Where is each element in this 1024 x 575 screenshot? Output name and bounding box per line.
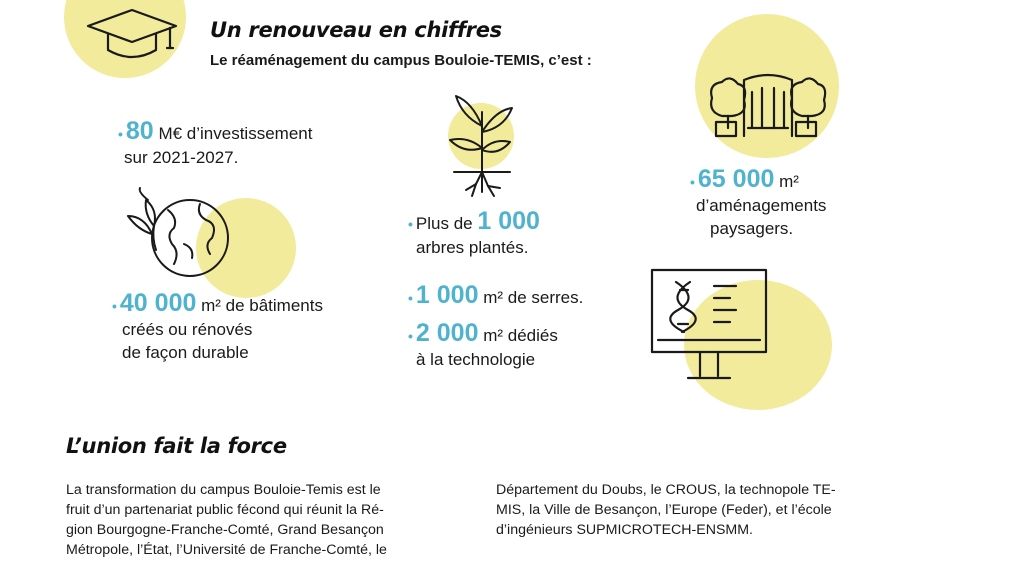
stat-investment xyxy=(118,117,313,169)
stat-value: 65 000 xyxy=(697,165,775,193)
page-subtitle: Le réaménagement du campus Bouloie-TEMIS, c’est : xyxy=(210,52,592,69)
stat-label: m² xyxy=(774,172,799,191)
bullet-icon: • xyxy=(690,174,695,190)
stat-label: sur 2021-2027. xyxy=(124,148,239,167)
stat-technology xyxy=(408,319,558,371)
stat-landscape xyxy=(690,165,827,240)
stat-label: m² de bâtiments xyxy=(196,296,323,315)
stat-value: 1 000 xyxy=(477,207,540,235)
stat-buildings xyxy=(112,289,323,364)
body-line: gion Bourgogne-Franche-Comté, Grand Besançon xyxy=(66,522,384,538)
stat-greenhouses xyxy=(408,281,584,310)
body-line: Métropole, l’État, l’Université de Franche-Comté, le xyxy=(66,542,387,558)
bullet-icon: • xyxy=(112,298,117,314)
body-line: MIS, la Ville de Besançon, l’Europe (Feder), et l’école xyxy=(496,502,832,518)
body-line: fruit d’un partenariat public fécond qui réunit la Ré- xyxy=(66,502,384,518)
stat-label: de façon durable xyxy=(122,343,249,362)
body-line: La transformation du campus Bouloie-Temis est le xyxy=(66,482,381,498)
stat-label: m² de serres. xyxy=(478,288,584,307)
bullet-icon: • xyxy=(408,216,413,232)
stat-label: paysagers. xyxy=(710,219,794,238)
stat-trees xyxy=(408,207,540,259)
park-gate-icon xyxy=(708,72,830,138)
stat-value: 40 000 xyxy=(119,289,197,317)
earth-leaf-icon xyxy=(108,188,228,288)
body-column-right xyxy=(496,480,908,540)
bullet-icon: • xyxy=(118,126,123,142)
stat-value: 1 000 xyxy=(415,281,479,309)
stat-label: à la technologie xyxy=(416,350,536,369)
stat-value: 2 000 xyxy=(415,319,479,347)
stat-label: m² dédiés xyxy=(478,326,558,345)
body-column-left xyxy=(66,480,474,560)
stat-label: Plus de xyxy=(415,214,478,233)
page-title: Un renouveau en chiffres xyxy=(210,18,502,42)
dna-screen-icon xyxy=(650,268,768,384)
stat-label: M€ d’investissement xyxy=(153,124,313,143)
body-line: d’ingénieurs SUPMICROTECH-ENSMM. xyxy=(496,522,754,538)
stat-label: arbres plantés. xyxy=(416,238,529,257)
stat-label: d’aménagements xyxy=(696,196,827,215)
section-title: L’union fait la force xyxy=(66,434,287,458)
graduation-cap-icon xyxy=(86,6,178,66)
body-line: Département du Doubs, le CROUS, la technopole TE- xyxy=(496,482,836,498)
stat-label: créés ou rénovés xyxy=(122,320,253,339)
bullet-icon: • xyxy=(408,328,413,344)
stat-value: 80 xyxy=(125,117,154,145)
sprout-icon xyxy=(432,92,532,200)
bullet-icon: • xyxy=(408,290,413,306)
